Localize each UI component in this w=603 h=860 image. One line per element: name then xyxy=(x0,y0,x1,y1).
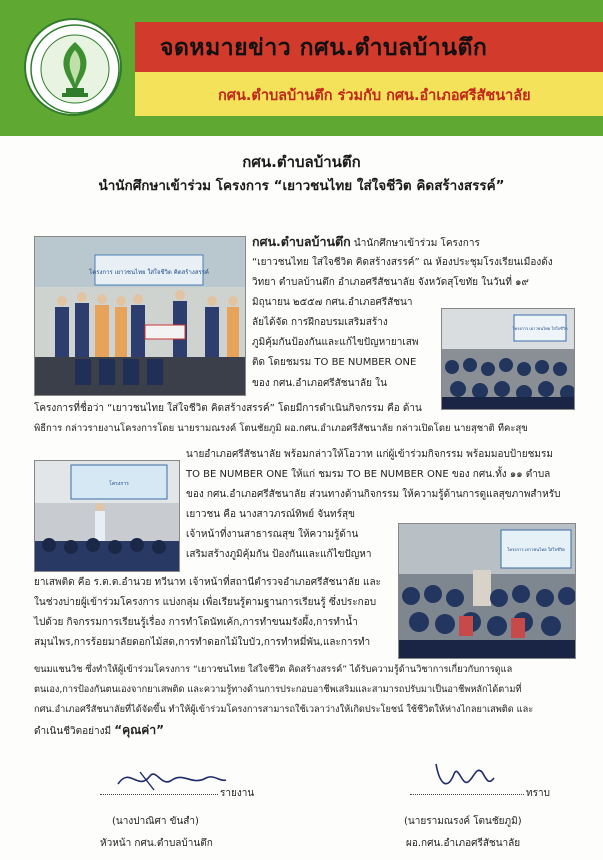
signature-left-title: หัวหน้า กศน.ตำบลบ้านตึก xyxy=(100,838,213,849)
newsletter-banner xyxy=(0,0,603,140)
paragraph-2-line-1: โครงการที่ชื่อว่า “เยาวชนไทย ใส่ใจชีวิต คิดสร้างสรรค์” โดยมีการดำเนินกิจกรรม คือ ด้าน xyxy=(34,403,422,414)
banner-green-bottom-stripe xyxy=(0,116,603,136)
signature-left-name: (นางปาณิศา ขันสำ) xyxy=(112,816,199,827)
paragraph-1-line-8: ของ กศน.อำเภอศรีสัชนาลัย ใน xyxy=(252,378,387,389)
paragraph-3-line-4: เยาวชน คือ นางสาวภรณ์ทิพย์ จันทร์สุข xyxy=(186,509,355,520)
paragraph-1-line-7: ติด โดยชมรม TO BE NUMBER ONE xyxy=(252,357,417,368)
newsletter-title: จดหมายข่าว กศน.ตำบลบ้านตึก xyxy=(160,35,488,61)
paragraph-4-line-8-start: ดำเนินชีวิตอย่างมี xyxy=(34,726,112,737)
photo3-banner-text: โครงการ xyxy=(109,481,129,487)
signature-left xyxy=(40,760,290,856)
article-subheading: นำนักศึกษาเข้าร่วม โครงการ “เยาวชนไทย ใส่ใจชีวิต คิดสร้างสรรค์” xyxy=(98,178,505,194)
signature-right-title: ผอ.กศน.อำเภอศรีสัชนาลัย xyxy=(406,838,521,849)
paragraph-3-line-1: นายอำเภอศรีสัชนาลัย พร้อมกล่าวให้โอวาท แก่ผู้เข้าร่วมกิจกรรม พร้อมมอบป้ายชมรม xyxy=(186,449,553,460)
paragraph-1-line-2: “เยาวชนไทย ใส่ใจชีวิต คิดสร้างสรรค์” ณ ห้องประชุมโรงเรียนเมืองด้ง xyxy=(252,257,553,268)
paragraph-4-line-7: กศน.อำเภอศรีสัชนาลัยที่ได้จัดขึ้น ทำให้ผู้เข้าร่วมโครงการสามารถใช้เวลาว่างให้เกิดประโยชน์ ใช้ชีวิตให้ห่างไกลยาเสพติด และ xyxy=(34,704,534,715)
signature-right-scribble xyxy=(430,756,510,796)
photo-audience-seated xyxy=(441,308,575,410)
paragraph-1-line-4: มิถุนายน ๒๕๕๗ กศน.อำเภอศรีสัชนา xyxy=(252,297,413,308)
paragraph-1-line-6: ภูมิคุ้มกันป้องกันและแก้ไขปัญหายาเสพ xyxy=(252,337,419,348)
signature-left-label: รายงาน xyxy=(220,788,255,799)
photo-speaker-at-podium xyxy=(34,460,180,572)
signature-right xyxy=(350,756,590,856)
signature-right-name: (นายรามณรงค์ โตนชัยภูมิ) xyxy=(404,816,522,827)
office-emblem-icon xyxy=(24,18,122,116)
paragraph-1-line-1 xyxy=(252,232,582,253)
newsletter-subtitle: กศน.ตำบลบ้านตึก ร่วมกับ กศน.อำเภอศรีสัชนาลัย xyxy=(218,88,531,104)
paragraph-4-line-3: ไปด้วย กิจกรรมการเรียนรู้เรื่อง การทำโดนัทเค้ก,การทำขนมรังผึ้ง,การทำน้ำ xyxy=(34,617,358,628)
photo-students-group xyxy=(398,523,576,659)
paragraph-4-line-2: ในช่วงบ่ายผู้เข้าร่วมโครงการ แบ่งกลุ่ม เพื่อเรียนรู้ตามฐานการเรียนรู้ ซึ่งประกอบ xyxy=(34,597,377,608)
value-emphasis: “คุณค่า” xyxy=(114,723,164,737)
paragraph-2-line-2: พิธีการ กล่าวรายงานโครงการโดย นายรามณรงค์ โตนชัยภูมิ ผอ.กศน.อำเภอศรีสัชนาลัย กล่าวเปิดโดย นายสุชาติ ทีคะสุข xyxy=(34,423,528,434)
paragraph-4-line-5: ขนมแชนวิช ซึ่งทำให้ผู้เข้าร่วมโครงการ “เยาวชนไทย ใส่ใจชีวิต คิดสร้างสรรค์” ได้รับความรู้ด้านวิชาการเกี่ยวกับการดูแล xyxy=(34,664,513,675)
paragraph-4-line-8 xyxy=(34,721,580,741)
photo4-banner-text: โครงการ เยาวชนไทย ใส่ใจชีวิต xyxy=(507,547,565,552)
paragraph-3-line-3: ของ กศน.อำเภอศรีสัชนาลัย ส่วนทางด้านกิจกรรม ให้ความรู้ด้านการดูแลสุขภาพสำหรับ xyxy=(186,489,561,500)
paragraph-3-line-5: เจ้าหน้าที่งานสาธารณสุข ให้ความรู้ด้าน xyxy=(186,529,359,540)
article-heading: กศน.ตำบลบ้านตึก xyxy=(242,153,361,171)
lead-office-name: กศน.ตำบลบ้านตึก xyxy=(252,234,351,249)
paragraph-4-line-6: ตนเอง,การป้องกันตนเองจากยาเสพติด และความรู้ทางด้านการประกอบอาชีพเสริมและสามารถปรับมาเป็นอาชีพหลักได้ตามที่ xyxy=(34,684,522,695)
signature-left-scribble xyxy=(110,762,230,798)
paragraph-1-line-1-rest: นำนักศึกษาเข้าร่วม โครงการ xyxy=(353,238,480,249)
signature-right-label: ทราบ xyxy=(526,788,550,799)
paragraph-1-line-3: วิทยา ตำบลบ้านตึก อำเภอศรีสัชนาลัย จังหวัดสุโขทัย ในวันที่ ๑๙ xyxy=(252,277,529,288)
photo-award-ceremony xyxy=(34,236,246,396)
paragraph-4-line-4: สมุนไพร,การร้อยมาลัยดอกไม้สด,การทำดอกไม้ใบบัว,การทำหมี่พัน,และการทำ xyxy=(34,637,371,648)
paragraph-3-line-6: เสริมสร้างภูมิคุ้มกัน ป้องกันและแก้ไขปัญหา xyxy=(186,549,372,560)
paragraph-1-line-5: ลัยได้จัด การฝึกอบรมเสริมสร้าง xyxy=(252,317,388,328)
paragraph-4-line-1: ยาเสพติด คือ ร.ต.ต.อำนวย ทวีนาท เจ้าหน้าที่สถานีตำรวจอำเภอศรีสัชนาลัย และ xyxy=(34,577,381,588)
paragraph-3-line-2: TO BE NUMBER ONE ให้แก่ ชมรม TO BE NUMBER ONE ของ กศน.ทั้ง ๑๑ ตำบล xyxy=(186,469,551,480)
photo1-banner-text: โครงการ เยาวชนไทย ใส่ใจชีวิต คิดสร้างสรรค์ xyxy=(89,269,209,276)
photo2-banner-text: โครงการ เยาวชนไทย ใส่ใจชีวิต xyxy=(512,326,568,331)
